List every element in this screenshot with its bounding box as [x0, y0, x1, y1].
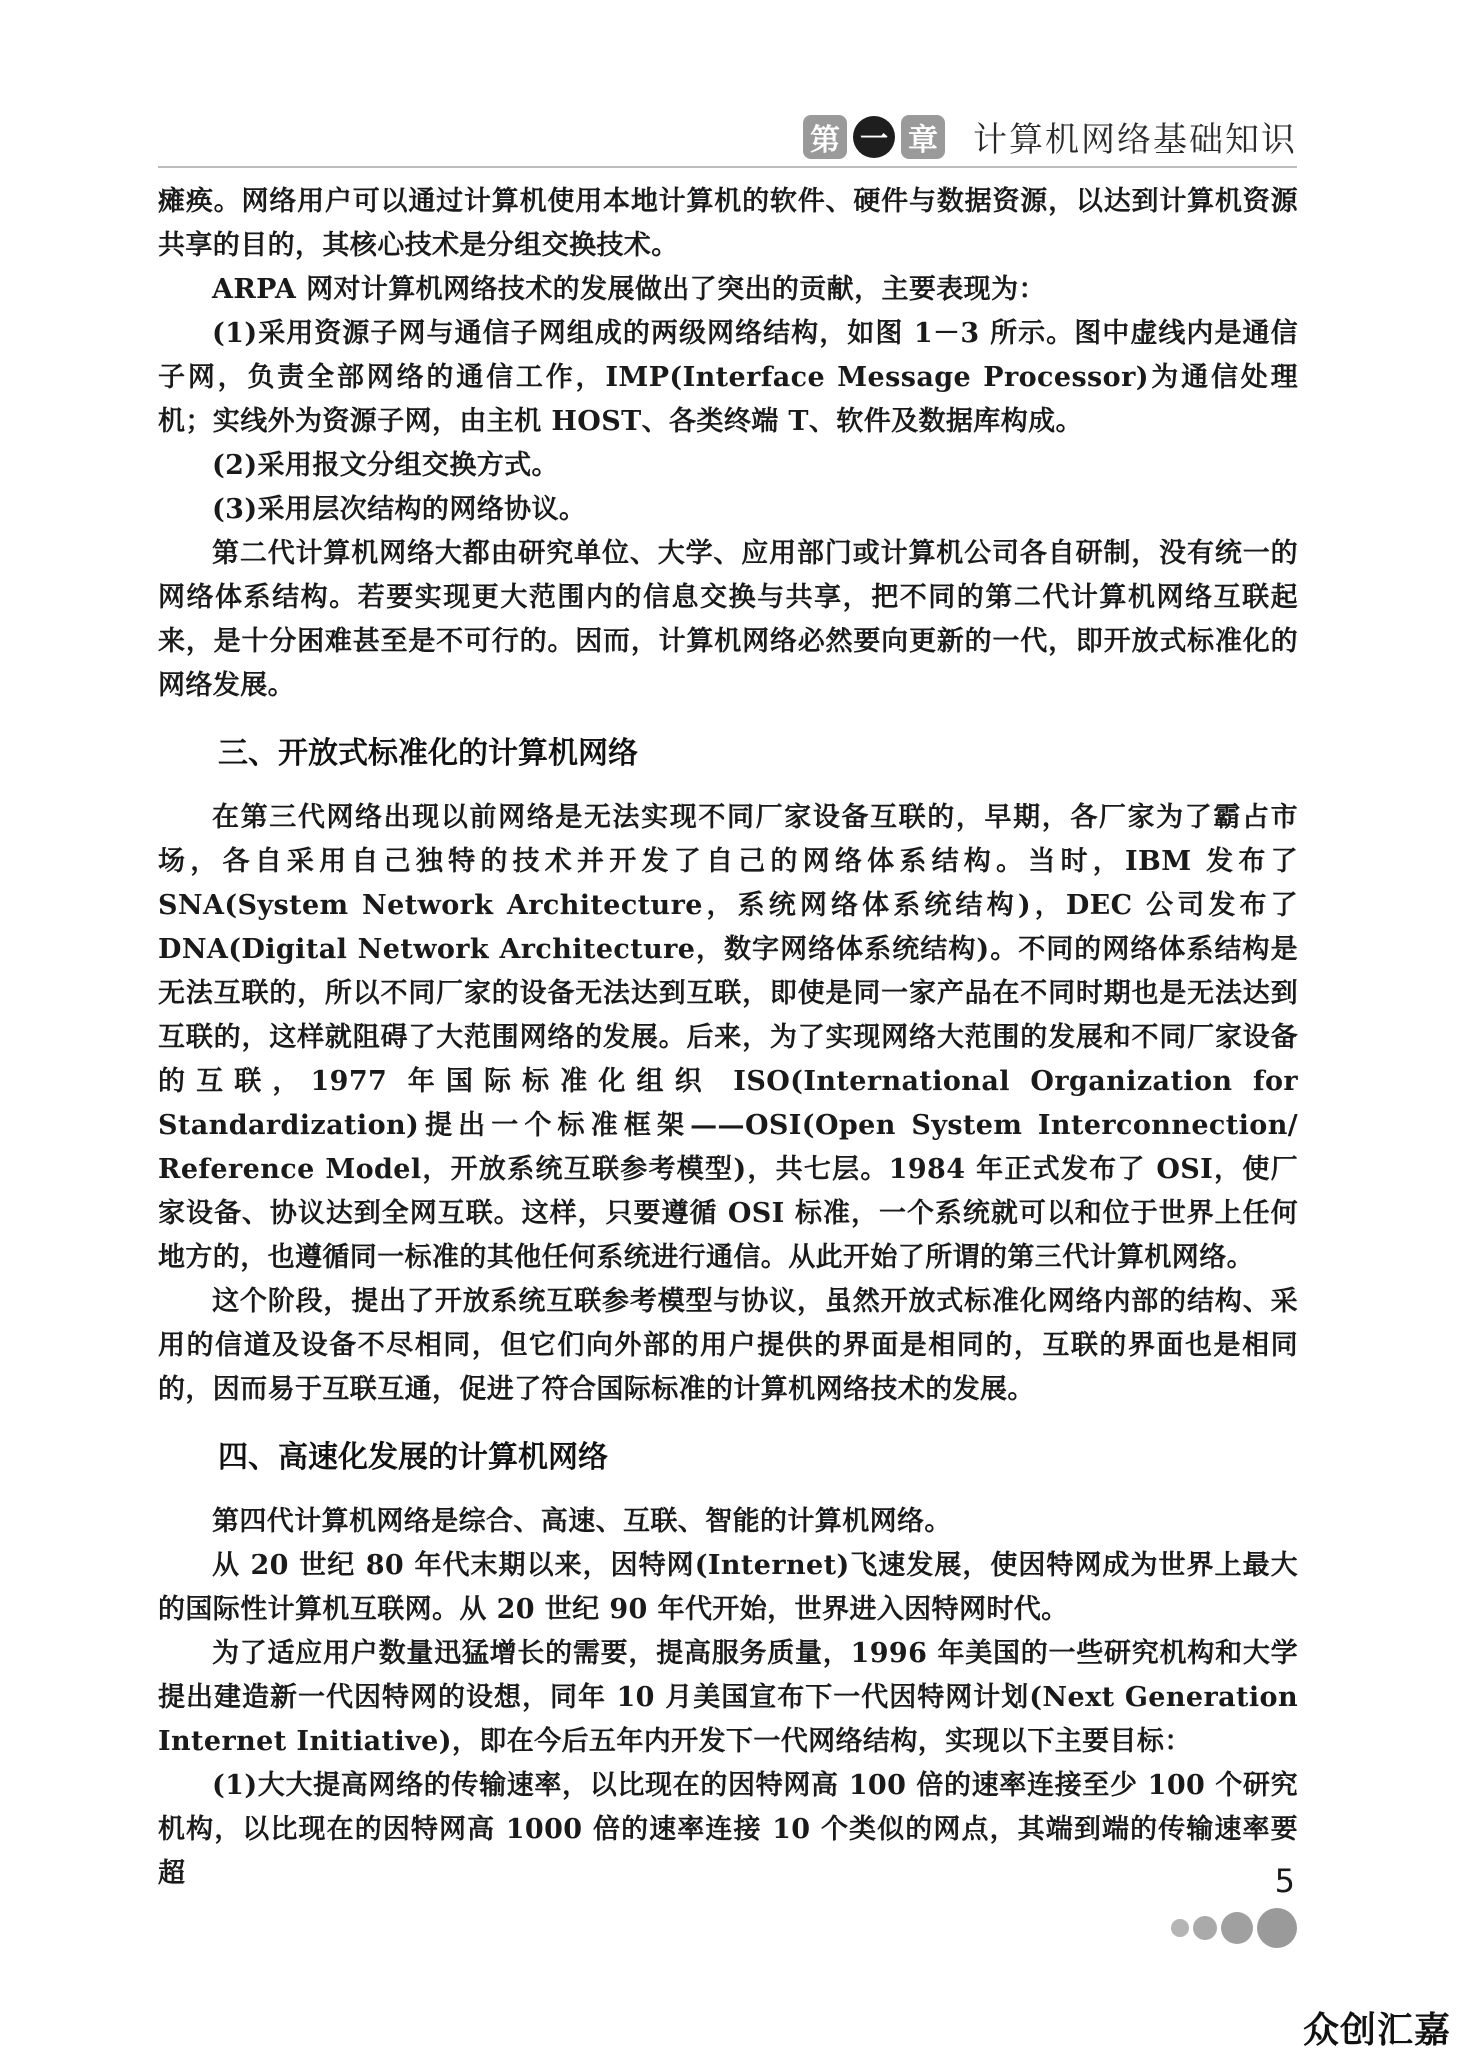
paragraph: (1)大大提高网络的传输速率，以比现在的因特网高 100 倍的速率连接至少 100 个研究机构，以比现在的因特网高 1000 倍的速率连接 10 个类似的网点，其端到端的传输速率要超: [158, 1770, 1298, 1889]
chapter-title: 计算机网络基础知识: [973, 120, 1297, 160]
dot-icon: [1221, 1912, 1253, 1944]
paragraph: (1)采用资源子网与通信子网组成的两级网络结构，如图 1－3 所示。图中虚线内是通信子网，负责全部网络的通信工作，IMP(Interface Message Processor)为通信处理机；实线外为资源子网，由主机 HOST、各类终端 T、软件及数据库构成。: [158, 318, 1298, 437]
dot-icon: [1171, 1919, 1189, 1937]
dot-icon: [1193, 1916, 1217, 1940]
chapter-suffix-badge: 章: [901, 115, 945, 159]
running-header: [803, 112, 1297, 161]
chapter-prefix-badge: 第: [803, 115, 847, 159]
paragraph: 瘫痪。网络用户可以通过计算机使用本地计算机的软件、硬件与数据资源，以达到计算机资源共享的目的，其核心技术是分组交换技术。: [158, 186, 1298, 261]
paragraph: 为了适应用户数量迅猛增长的需要，提高服务质量，1996 年美国的一些研究机构和大学提出建造新一代因特网的设想，同年 10 月美国宣布下一代因特网计划(Next Generation Internet Initiative)，即在今后五年内开发下一代网络结构，实现以下主要目标：: [158, 1638, 1298, 1757]
paragraph: 第四代计算机网络是综合、高速、互联、智能的计算机网络。: [212, 1506, 952, 1537]
page-body: [158, 180, 1298, 1896]
section-heading: 四、高速化发展的计算机网络: [218, 1440, 608, 1475]
chapter-number-badge: 一: [853, 116, 895, 158]
header-divider: [158, 166, 1297, 168]
page-number: 5: [1274, 1862, 1295, 1900]
paragraph: 这个阶段，提出了开放系统互联参考模型与协议，虽然开放式标准化网络内部的结构、采用的信道及设备不尽相同，但它们向外部的用户提供的界面是相同的，互联的界面也是相同的，因而易于互联互通，促进了符合国际标准的计算机网络技术的发展。: [158, 1286, 1298, 1405]
decorative-dots: [1171, 1908, 1297, 1948]
paragraph: 第二代计算机网络大都由研究单位、大学、应用部门或计算机公司各自研制，没有统一的网络体系结构。若要实现更大范围内的信息交换与共享，把不同的第二代计算机网络互联起来，是十分困难甚至是不可行的。因而，计算机网络必然要向更新的一代，即开放式标准化的网络发展。: [158, 538, 1298, 701]
paragraph: (2)采用报文分组交换方式。: [212, 450, 559, 481]
watermark: 众创汇嘉: [1302, 2010, 1451, 2051]
paragraph: 在第三代网络出现以前网络是无法实现不同厂家设备互联的，早期，各厂家为了霸占市场，各自采用自己独特的技术并开发了自己的网络体系结构。当时，IBM 发布了 SNA(System Network Architecture，系统网络体系统结构)，DEC 公司发布了 DNA(Digital Network Architecture，数字网络体系统结构)。不同的网络体系结构是无法互联的，所以不同厂家的设备无法达到互联，即使是同一家产品在不同时期也是无法达到互联的，这样就阻碍了大范围网络的发展。后来，为了实现网络大范围的发展和不同厂家设备的互联，1977 年国际标准化组织 ISO(International Organization for Standardization)提出一个标准框架——OSI(Open System Interconnection/ Reference Model，开放系统互联参考模型)，共七层。1984 年正式发布了 OSI，使厂家设备、协议达到全网互联。这样，只要遵循 OSI 标准，一个系统就可以和位于世界上任何地方的，也遵循同一标准的其他任何系统进行通信。从此开始了所谓的第三代计算机网络。: [158, 802, 1298, 1273]
paragraph: 从 20 世纪 80 年代末期以来，因特网(Internet)飞速发展，使因特网成为世界上最大的国际性计算机互联网。从 20 世纪 90 年代开始，世界进入因特网时代。: [158, 1550, 1298, 1625]
section-heading: 三、开放式标准化的计算机网络: [218, 736, 638, 771]
paragraph: ARPA 网对计算机网络技术的发展做出了突出的贡献，主要表现为：: [212, 274, 1046, 305]
dot-icon: [1257, 1908, 1297, 1948]
paragraph: (3)采用层次结构的网络协议。: [212, 494, 587, 525]
